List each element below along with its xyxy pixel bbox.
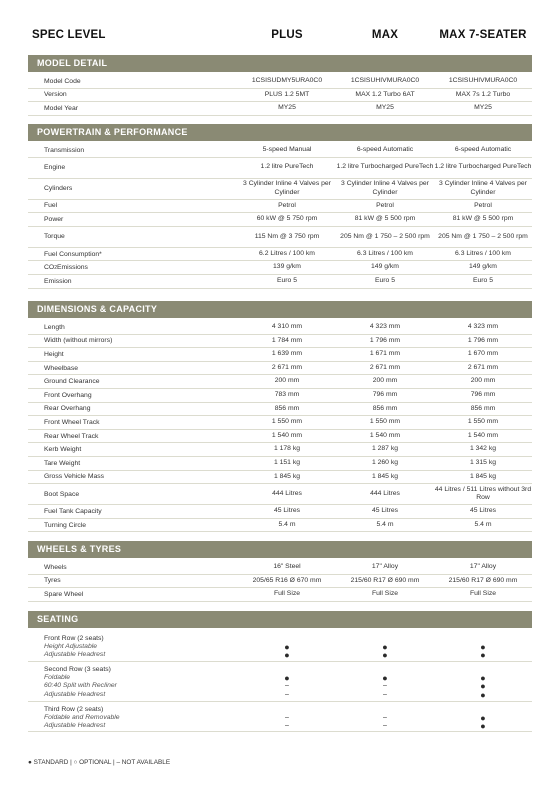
spec-value: 2 671 mm bbox=[271, 363, 303, 371]
spec-value: 856 mm bbox=[372, 404, 398, 412]
spec-row-label: Rear Overhang bbox=[44, 405, 91, 413]
spec-value: 45 Litres bbox=[273, 507, 301, 515]
spec-value: 16" Steel bbox=[273, 563, 301, 571]
spec-row-label: Height bbox=[44, 350, 64, 358]
not-available-dash-icon: – bbox=[285, 682, 289, 690]
spec-value: 444 Litres bbox=[370, 489, 400, 497]
spec-value: 205 Nm @ 1 750 – 2 500 rpm bbox=[340, 232, 430, 240]
standard-dot-icon: ● bbox=[480, 721, 486, 732]
spec-value: 1 639 mm bbox=[271, 350, 303, 358]
seating-values bbox=[336, 631, 434, 661]
seating-feature: Foldable bbox=[44, 674, 71, 682]
section-title: POWERTRAIN & PERFORMANCE bbox=[28, 124, 532, 141]
spec-row-label: Power bbox=[44, 215, 64, 223]
section-title: SEATING bbox=[28, 611, 532, 628]
spec-row-label: Version bbox=[44, 91, 67, 99]
spec-value: 6.3 Litres / 100 km bbox=[357, 249, 413, 257]
spec-row-label: Tyres bbox=[44, 577, 61, 585]
standard-dot-icon: ● bbox=[284, 650, 290, 661]
spec-value: 444 Litres bbox=[272, 489, 302, 497]
spec-value: 205/65 R16 Ø 670 mm bbox=[252, 576, 322, 584]
spec-row-label: Model Year bbox=[44, 104, 79, 112]
standard-dot-icon: ● bbox=[480, 642, 486, 653]
spec-row-label: Gross Vehicle Mass bbox=[44, 473, 105, 481]
spec-value: Full Size bbox=[469, 590, 497, 598]
standard-dot-icon: ● bbox=[480, 673, 486, 684]
spec-row-label: CO 2 Emissions bbox=[44, 264, 88, 272]
spec-row bbox=[28, 200, 532, 214]
seating-values bbox=[336, 702, 434, 731]
spec-value: 4 323 mm bbox=[467, 323, 499, 331]
seating-feature: Adjustable Headrest bbox=[44, 722, 106, 730]
section-seating bbox=[28, 611, 532, 732]
spec-value: 17" Alloy bbox=[469, 563, 497, 571]
spec-value: 44 Litres / 511 Litres without 3rd Row bbox=[434, 485, 532, 502]
spec-value: 1.2 litre PureTech bbox=[260, 163, 314, 171]
spec-row bbox=[28, 457, 532, 471]
spec-value: Full Size bbox=[273, 590, 301, 598]
spec-value: 796 mm bbox=[372, 391, 398, 399]
spec-value: 856 mm bbox=[274, 404, 300, 412]
legend: ● STANDARD | ○ OPTIONAL | – NOT AVAILABLE bbox=[28, 759, 171, 766]
spec-row-label: Fuel Consumption* bbox=[44, 250, 102, 258]
seating-values bbox=[336, 662, 434, 701]
spec-value: 1 550 mm bbox=[369, 418, 401, 426]
section-title: DIMENSIONS & CAPACITY bbox=[28, 301, 532, 318]
spec-value: 1 784 mm bbox=[271, 336, 303, 344]
spec-row-label: Rear Wheel Track bbox=[44, 432, 99, 440]
spec-row-label: Wheels bbox=[44, 563, 67, 571]
spec-value: Euro 5 bbox=[276, 277, 298, 285]
section-powertrain bbox=[28, 124, 532, 289]
standard-dot-icon: ● bbox=[382, 673, 388, 684]
seating-values bbox=[238, 702, 336, 731]
spec-value: 6-speed Automatic bbox=[454, 146, 512, 154]
spec-value: 1 540 mm bbox=[467, 431, 499, 439]
spec-value: 1 151 kg bbox=[273, 459, 301, 467]
spec-header bbox=[28, 29, 532, 49]
spec-value: 1 796 mm bbox=[369, 336, 401, 344]
spec-value: MAX 7s 1.2 Turbo bbox=[455, 90, 511, 98]
section-model-detail bbox=[28, 55, 532, 116]
spec-value: 3 Cylinder Inline 4 Valves per Cylinder bbox=[341, 180, 429, 196]
spacer bbox=[336, 706, 434, 714]
seating-values bbox=[238, 662, 336, 701]
spec-value: 783 mm bbox=[274, 391, 300, 399]
spec-value: 5.4 m bbox=[278, 520, 296, 528]
spec-value: 1 670 mm bbox=[467, 350, 499, 358]
spec-row-label: Ground Clearance bbox=[44, 378, 100, 386]
seating-row bbox=[28, 662, 532, 702]
spec-value: MY25 bbox=[376, 104, 394, 112]
spec-row-label: Fuel Tank Capacity bbox=[44, 507, 102, 515]
spec-value: 796 mm bbox=[470, 391, 496, 399]
seating-row-label bbox=[28, 662, 238, 701]
standard-dot-icon: ● bbox=[382, 642, 388, 653]
spec-row-label: Width (without mirrors) bbox=[44, 337, 113, 345]
spec-value: 17" Alloy bbox=[371, 563, 399, 571]
spec-row bbox=[28, 443, 532, 457]
spec-row bbox=[28, 144, 532, 158]
spec-value: 1 178 kg bbox=[273, 445, 301, 453]
spec-value: 1 550 mm bbox=[271, 418, 303, 426]
spec-value: 45 Litres bbox=[469, 507, 497, 515]
spec-value: 2 671 mm bbox=[467, 363, 499, 371]
column-heading-plus: PLUS bbox=[271, 29, 303, 41]
seating-row bbox=[28, 702, 532, 732]
standard-dot-icon: ● bbox=[284, 673, 290, 684]
seating-values bbox=[238, 631, 336, 661]
not-available-dash-icon: – bbox=[383, 690, 387, 698]
spec-row bbox=[28, 335, 532, 349]
spec-value: 200 mm bbox=[372, 377, 398, 385]
spec-row bbox=[28, 588, 532, 602]
spec-value: 149 g/km bbox=[469, 263, 497, 271]
spec-value: 115 Nm @ 3 750 rpm bbox=[254, 232, 320, 240]
spec-value: 60 kW @ 5 750 rpm bbox=[256, 215, 318, 223]
spec-value: Full Size bbox=[371, 590, 399, 598]
spec-row bbox=[28, 362, 532, 376]
standard-dot-icon: ● bbox=[480, 681, 486, 692]
spec-value: 1 260 kg bbox=[371, 459, 399, 467]
spec-value: 139 g/km bbox=[273, 263, 301, 271]
spec-value: 1 796 mm bbox=[467, 336, 499, 344]
spec-row bbox=[28, 348, 532, 362]
seating-feature: Foldable and Removable bbox=[44, 714, 120, 722]
spec-value: 1 287 kg bbox=[371, 445, 399, 453]
spec-row-label: Front Overhang bbox=[44, 391, 92, 399]
spec-row bbox=[28, 321, 532, 335]
seating-row-title: Second Row (3 seats) bbox=[44, 666, 111, 673]
spec-value: 1 342 kg bbox=[469, 445, 497, 453]
spec-value: Petrol bbox=[474, 201, 492, 209]
column-heading-max: MAX bbox=[371, 29, 399, 41]
spec-value: 6-speed Automatic bbox=[356, 146, 414, 154]
spec-value: MAX 1.2 Turbo 6AT bbox=[355, 90, 415, 98]
spec-row bbox=[28, 102, 532, 116]
spec-row bbox=[28, 275, 532, 289]
spec-row-label: Spare Wheel bbox=[44, 590, 84, 598]
spec-value: 1 550 mm bbox=[467, 418, 499, 426]
spec-row bbox=[28, 261, 532, 275]
spec-value: 1CSISUHIVMURA0C0 bbox=[350, 77, 420, 85]
spec-value: 215/60 R17 Ø 690 mm bbox=[350, 576, 420, 584]
not-available-dash-icon: – bbox=[383, 682, 387, 690]
spec-row-label: Front Wheel Track bbox=[44, 418, 100, 426]
spec-row-label: Tare Weight bbox=[44, 459, 81, 467]
seating-feature: Adjustable Headrest bbox=[44, 690, 106, 698]
not-available-dash-icon: – bbox=[285, 690, 289, 698]
seating-row bbox=[28, 631, 532, 662]
spec-value: 1.2 litre Turbocharged PureTech bbox=[434, 163, 532, 171]
spec-value: 1 315 kg bbox=[469, 459, 497, 467]
spec-value: 1CSISUDMY5URA0C0 bbox=[251, 77, 323, 85]
spec-row bbox=[28, 375, 532, 389]
spec-value: MY25 bbox=[474, 104, 492, 112]
spec-row-label: Wheelbase bbox=[44, 364, 79, 372]
spec-value: 4 323 mm bbox=[369, 323, 401, 331]
spec-value: Euro 5 bbox=[374, 277, 396, 285]
spec-value: 1 671 mm bbox=[369, 350, 401, 358]
spec-row bbox=[28, 227, 532, 248]
spec-row-label: Cylinders bbox=[44, 185, 73, 193]
spec-value: 6.3 Litres / 100 km bbox=[455, 249, 511, 257]
seating-values bbox=[434, 662, 532, 701]
standard-dot-icon: ● bbox=[382, 650, 388, 661]
spec-row bbox=[28, 430, 532, 444]
seating-row-title: Third Row (2 seats) bbox=[44, 706, 104, 713]
seating-row-label bbox=[28, 631, 238, 661]
standard-dot-icon: ● bbox=[480, 713, 486, 724]
spec-value: 81 kW @ 5 500 rpm bbox=[354, 215, 416, 223]
spec-value: 1.2 litre Turbocharged PureTech bbox=[336, 163, 434, 171]
spec-row bbox=[28, 416, 532, 430]
spec-value: 81 kW @ 5 500 rpm bbox=[452, 215, 514, 223]
spec-row bbox=[28, 519, 532, 533]
spec-row bbox=[28, 213, 532, 227]
spec-value: 3 Cylinder Inline 4 Valves per Cylinder bbox=[243, 180, 331, 196]
spec-value: 1 845 kg bbox=[273, 472, 301, 480]
seating-values bbox=[434, 702, 532, 731]
spec-row-label: Kerb Weight bbox=[44, 446, 82, 454]
spec-value: Petrol bbox=[278, 201, 296, 209]
seating-feature: 60:40 Split with Recliner bbox=[44, 682, 117, 690]
section-title: MODEL DETAIL bbox=[28, 55, 532, 72]
spec-value: 45 Litres bbox=[371, 507, 399, 515]
spec-row-label: Length bbox=[44, 323, 65, 331]
spec-row-label: Model Code bbox=[44, 77, 81, 85]
not-available-dash-icon: – bbox=[383, 714, 387, 722]
not-available-dash-icon: – bbox=[285, 722, 289, 730]
spec-row-label: Engine bbox=[44, 164, 66, 172]
column-heading-max-7-seater: MAX 7-SEATER bbox=[439, 29, 527, 41]
spec-row-label: Transmission bbox=[44, 146, 85, 154]
spec-row bbox=[28, 389, 532, 403]
spec-value: 1 540 mm bbox=[369, 431, 401, 439]
spec-row bbox=[28, 158, 532, 179]
spec-value: 5.4 m bbox=[474, 520, 492, 528]
spec-row-label: Turning Circle bbox=[44, 521, 87, 529]
standard-dot-icon: ● bbox=[284, 642, 290, 653]
spec-value: 1CSISUHIVMURA0C0 bbox=[448, 77, 518, 85]
standard-dot-icon: ● bbox=[480, 689, 486, 700]
spec-row-label: Boot Space bbox=[44, 490, 80, 498]
spec-value: Petrol bbox=[376, 201, 394, 209]
spec-row bbox=[28, 471, 532, 485]
spec-row bbox=[28, 575, 532, 589]
spec-row-label: Torque bbox=[44, 233, 65, 241]
spec-value: PLUS 1.2 5MT bbox=[264, 90, 310, 98]
spec-value: MY25 bbox=[278, 104, 296, 112]
not-available-dash-icon: – bbox=[285, 714, 289, 722]
spec-row bbox=[28, 75, 532, 89]
spec-value: 6.2 Litres / 100 km bbox=[259, 249, 315, 257]
spec-value: 205 Nm @ 1 750 – 2 500 rpm bbox=[438, 232, 528, 240]
spec-value: 149 g/km bbox=[371, 263, 399, 271]
spec-row bbox=[28, 505, 532, 519]
spec-row bbox=[28, 403, 532, 417]
spec-row-label: Emission bbox=[44, 277, 72, 285]
spec-row bbox=[28, 561, 532, 575]
not-available-dash-icon: – bbox=[383, 722, 387, 730]
seating-row-label bbox=[28, 702, 238, 731]
spec-value: 200 mm bbox=[470, 377, 496, 385]
spacer bbox=[238, 706, 336, 714]
spec-value: 215/60 R17 Ø 690 mm bbox=[448, 576, 518, 584]
section-wheels bbox=[28, 541, 532, 602]
spec-value: Euro 5 bbox=[472, 277, 494, 285]
seating-feature: Height Adjustable bbox=[44, 643, 98, 651]
seating-row-title: Front Row (2 seats) bbox=[44, 635, 104, 642]
standard-dot-icon: ● bbox=[480, 650, 486, 661]
spec-value: 1 845 kg bbox=[469, 472, 497, 480]
spec-value: 4 310 mm bbox=[271, 323, 303, 331]
seating-feature: Adjustable Headrest bbox=[44, 651, 106, 659]
spec-row bbox=[28, 179, 532, 200]
spec-value: 2 671 mm bbox=[369, 363, 401, 371]
spec-value: 3 Cylinder Inline 4 Valves per Cylinder bbox=[439, 180, 527, 196]
spec-value: 1 845 kg bbox=[371, 472, 399, 480]
spec-row bbox=[28, 89, 532, 103]
section-dimensions bbox=[28, 301, 532, 532]
spec-value: 200 mm bbox=[274, 377, 300, 385]
spec-row bbox=[28, 484, 532, 505]
spec-value: 856 mm bbox=[470, 404, 496, 412]
spec-value: 5-speed Manual bbox=[262, 146, 312, 154]
spec-value: 5.4 m bbox=[376, 520, 394, 528]
spec-row bbox=[28, 248, 532, 262]
section-title: WHEELS & TYRES bbox=[28, 541, 532, 558]
seating-values bbox=[434, 631, 532, 661]
spec-row-label: Fuel bbox=[44, 202, 58, 210]
spec-value: 1 540 mm bbox=[271, 431, 303, 439]
spec-level-heading: SPEC LEVEL bbox=[32, 29, 106, 41]
